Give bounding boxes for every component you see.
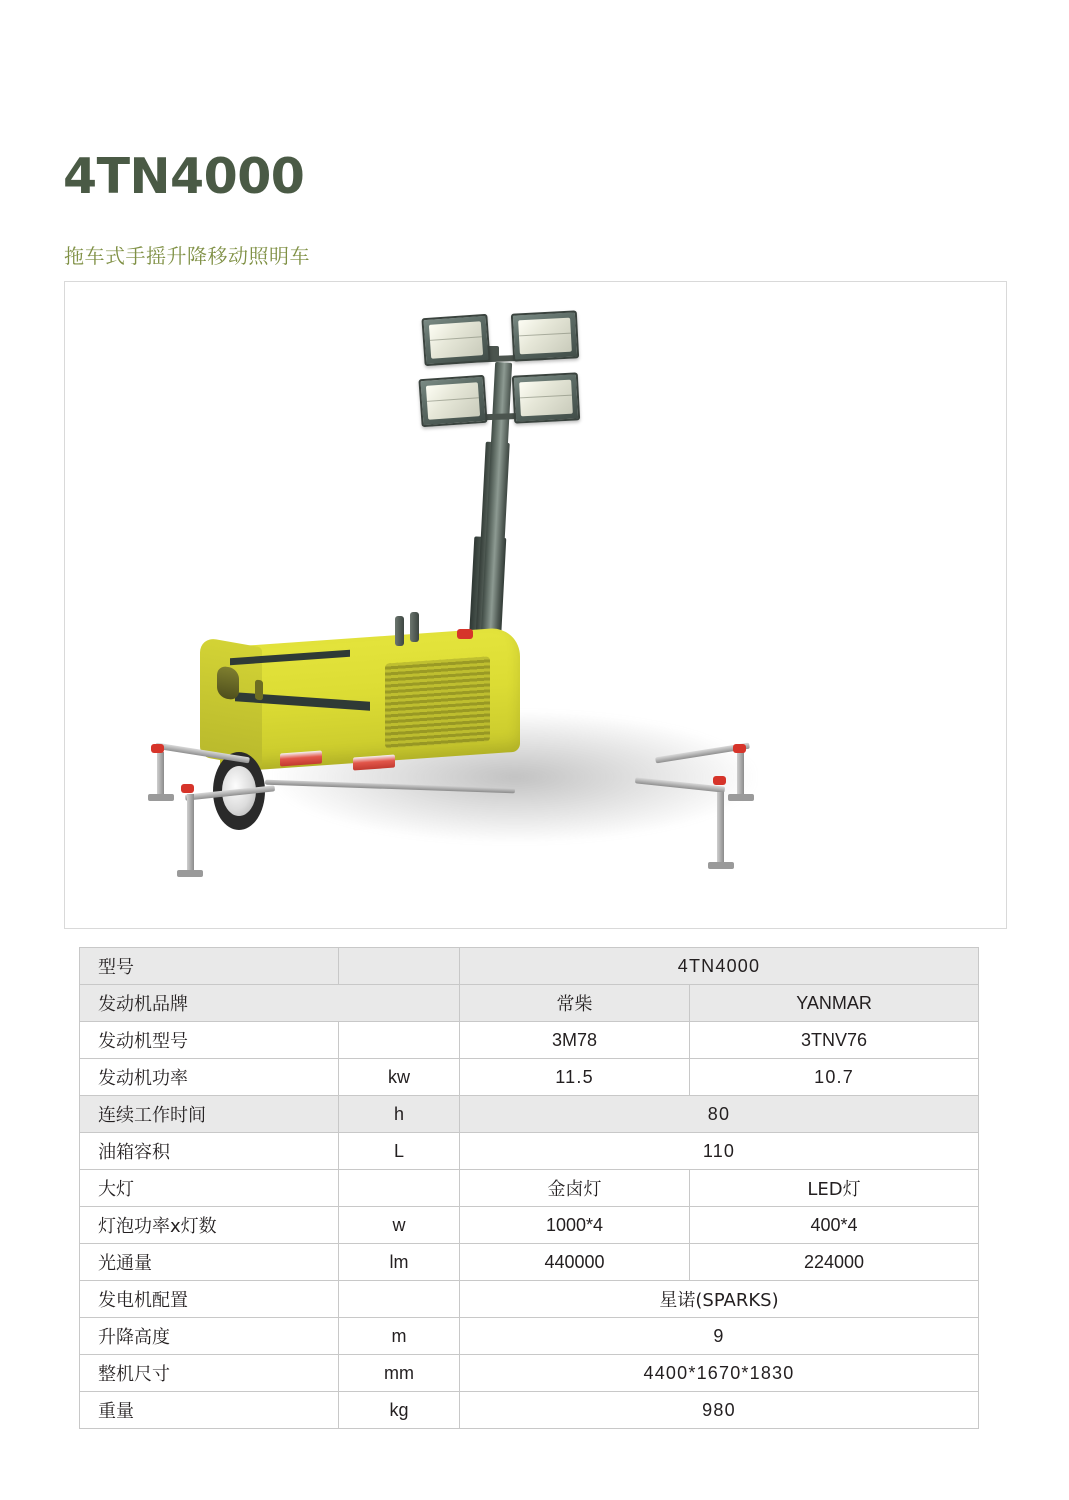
spec-unit: w [339,1207,460,1244]
outrigger-knob-front-right [713,776,726,785]
spec-value-col2: LED灯 [690,1170,979,1207]
spec-label: 灯泡功率x灯数 [80,1207,339,1244]
spec-value-col2: 3TNV76 [690,1022,979,1059]
table-row [80,1355,979,1392]
spec-label: 发动机品牌 [80,985,460,1022]
exhaust-pipe-right [410,612,419,642]
spec-value: 9 [460,1318,979,1355]
spec-label: 重量 [80,1392,339,1429]
spec-unit [339,1022,460,1059]
radiator-grille [385,656,490,748]
spec-value: 80 [460,1096,979,1133]
spec-label: 发电机配置 [80,1281,339,1318]
table-row [80,1318,979,1355]
spec-unit: kw [339,1059,460,1096]
spec-unit: kg [339,1392,460,1429]
spec-value-col1: 3M78 [460,1022,690,1059]
specification-table [79,947,979,1429]
exhaust-pipe-left [395,616,404,646]
spec-unit [339,1281,460,1318]
spec-value: 星诺(SPARKS) [460,1281,979,1318]
spec-value-col1: 1000*4 [460,1207,690,1244]
product-photo-frame [64,281,1007,929]
spec-label: 发动机型号 [80,1022,339,1059]
outrigger-knob-rear-right [733,744,746,753]
outrigger-leg-rear-left [157,752,164,797]
spec-label: 光通量 [80,1244,339,1281]
outrigger-foot-front-right [708,862,734,869]
door-latch [255,680,263,701]
spec-value-col1: 11.5 [460,1059,690,1096]
table-row [80,985,979,1022]
outrigger-foot-rear-left [148,794,174,801]
table-row [80,1281,979,1318]
spec-value-col1: 常柴 [460,985,690,1022]
floodlight-top-right [511,310,579,361]
page-subtitle: 拖车式手摇升降移动照明车 [64,244,310,268]
table-row [80,1022,979,1059]
outrigger-leg-front-left [187,794,194,872]
product-photo [65,282,1006,928]
spec-unit: lm [339,1244,460,1281]
outrigger-leg-rear-right [737,752,744,797]
spec-value-col1: 金卤灯 [460,1170,690,1207]
table-row [80,1133,979,1170]
spec-value-col1: 440000 [460,1244,690,1281]
spec-value-col2: 10.7 [690,1059,979,1096]
control-panel-hatch [217,665,239,701]
table-row [80,1170,979,1207]
spec-label: 整机尺寸 [80,1355,339,1392]
table-row [80,1244,979,1281]
spec-value: 4TN4000 [460,948,979,985]
floodlight-bottom-right [512,372,580,423]
outrigger-leg-front-right [717,792,724,864]
outrigger-knob-rear-left [151,744,164,753]
outrigger-foot-rear-right [728,794,754,801]
spec-value-col2: 400*4 [690,1207,979,1244]
spec-unit [339,948,460,985]
table-row [80,948,979,985]
spec-value-col2: 224000 [690,1244,979,1281]
crank-handle-knob [457,629,473,639]
spec-label: 升降高度 [80,1318,339,1355]
spec-label: 油箱容积 [80,1133,339,1170]
spec-value-col2: YANMAR [690,985,979,1022]
spec-unit: mm [339,1355,460,1392]
table-row [80,1059,979,1096]
table-row [80,1096,979,1133]
outrigger-knob-front-left [181,784,194,793]
spec-unit: h [339,1096,460,1133]
outrigger-foot-front-left [177,870,203,877]
floodlight-bottom-left [418,375,487,427]
spec-label: 大灯 [80,1170,339,1207]
floodlight-lens [518,318,572,355]
spec-value: 110 [460,1133,979,1170]
table-row [80,1207,979,1244]
spec-label: 连续工作时间 [80,1096,339,1133]
floodlight-top-left [421,314,490,366]
page-title: 4TN4000 [63,148,305,205]
spec-unit: m [339,1318,460,1355]
spec-label: 型号 [80,948,339,985]
spec-unit [339,1170,460,1207]
spec-label: 发动机功率 [80,1059,339,1096]
spec-value: 4400*1670*1830 [460,1355,979,1392]
table-row [80,1392,979,1429]
spec-value: 980 [460,1392,979,1429]
floodlight-lens [519,380,573,417]
spec-unit: L [339,1133,460,1170]
